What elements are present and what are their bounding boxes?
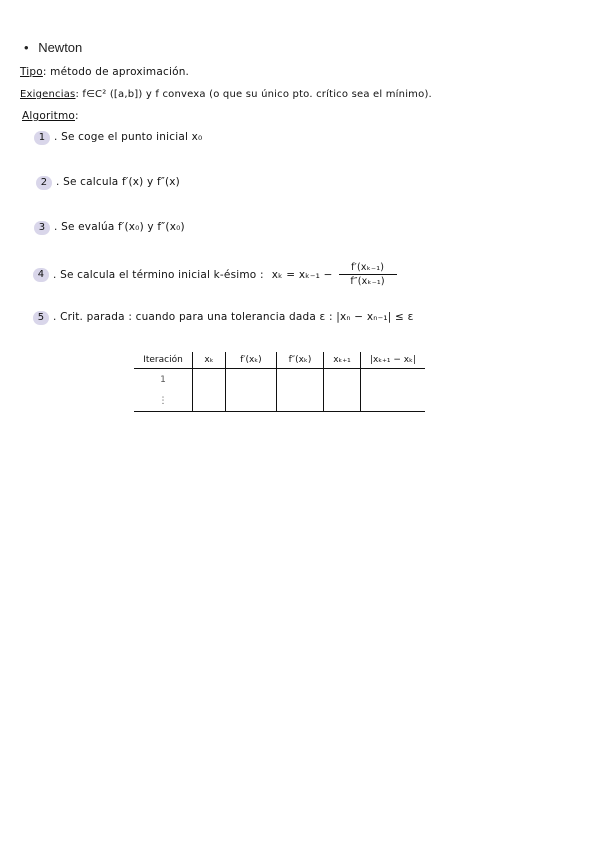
step-text: . Se calcula f′(x) y f″(x) — [56, 176, 180, 188]
step-3 — [34, 221, 185, 235]
algoritmo-line — [22, 110, 79, 122]
iteration-table — [134, 352, 425, 412]
formula-numerator: f′(xₖ₋₁) — [351, 262, 385, 273]
section-heading — [24, 40, 82, 55]
table-header-row — [134, 352, 425, 369]
exigencias-text: : f∈C² ([a,b]) y f convexa (o que su único pto. crítico sea el mínimo). — [75, 89, 432, 100]
step-number: 1 — [34, 131, 50, 145]
tipo-line — [20, 66, 189, 78]
table-cell — [277, 390, 324, 412]
algoritmo-colon: : — [75, 110, 79, 122]
bullet-point: • — [24, 40, 29, 55]
formula-fraction — [339, 262, 397, 287]
table-cell: ⋮ — [134, 390, 193, 412]
step-2 — [36, 176, 180, 190]
fraction-bar — [339, 274, 397, 275]
table-cell — [193, 390, 226, 412]
step-4 — [33, 262, 397, 287]
table-cell — [226, 369, 277, 391]
step-text: . Crit. parada : cuando para una tolerancia dada ε : |xₙ − xₙ₋₁| ≤ ε — [53, 311, 414, 323]
table-cell — [277, 369, 324, 391]
table-cell: 1 — [134, 369, 193, 391]
table-cell — [324, 390, 361, 412]
exigencias-line — [20, 89, 432, 100]
table-cell — [361, 369, 426, 391]
table-row — [134, 369, 425, 391]
step-5 — [33, 311, 413, 325]
header-diff: |xₖ₊₁ − xₖ| — [361, 352, 426, 369]
newton-formula — [272, 262, 397, 287]
step-number: 2 — [36, 176, 52, 190]
step-1 — [34, 131, 202, 145]
header-xk1: xₖ₊₁ — [324, 352, 361, 369]
step-number: 3 — [34, 221, 50, 235]
step-text: . Se evalúa f′(x₀) y f″(x₀) — [54, 221, 185, 233]
header-f2-xk: f″(xₖ) — [277, 352, 324, 369]
table-cell — [324, 369, 361, 391]
step-number: 5 — [33, 311, 49, 325]
table-cell — [361, 390, 426, 412]
header-iteracion: Iteración — [134, 352, 193, 369]
header-xk: xₖ — [193, 352, 226, 369]
step-text: . Se calcula el término inicial k-ésimo : — [53, 268, 264, 281]
formula-lhs: xₖ = xₖ₋₁ − — [271, 268, 333, 281]
tipo-label: Tipo — [20, 66, 43, 78]
section-title: Newton — [38, 40, 83, 55]
header-f1-xk: f′(xₖ) — [226, 352, 277, 369]
table-row — [134, 390, 425, 412]
table-cell — [226, 390, 277, 412]
algoritmo-label: Algoritmo — [22, 110, 75, 122]
step-number: 4 — [33, 268, 49, 282]
formula-denominator: f″(xₖ₋₁) — [350, 276, 385, 287]
table-cell — [193, 369, 226, 391]
step-text: . Se coge el punto inicial x₀ — [54, 131, 203, 143]
exigencias-label: Exigencias — [20, 89, 76, 100]
tipo-text: : método de aproximación. — [42, 66, 190, 78]
